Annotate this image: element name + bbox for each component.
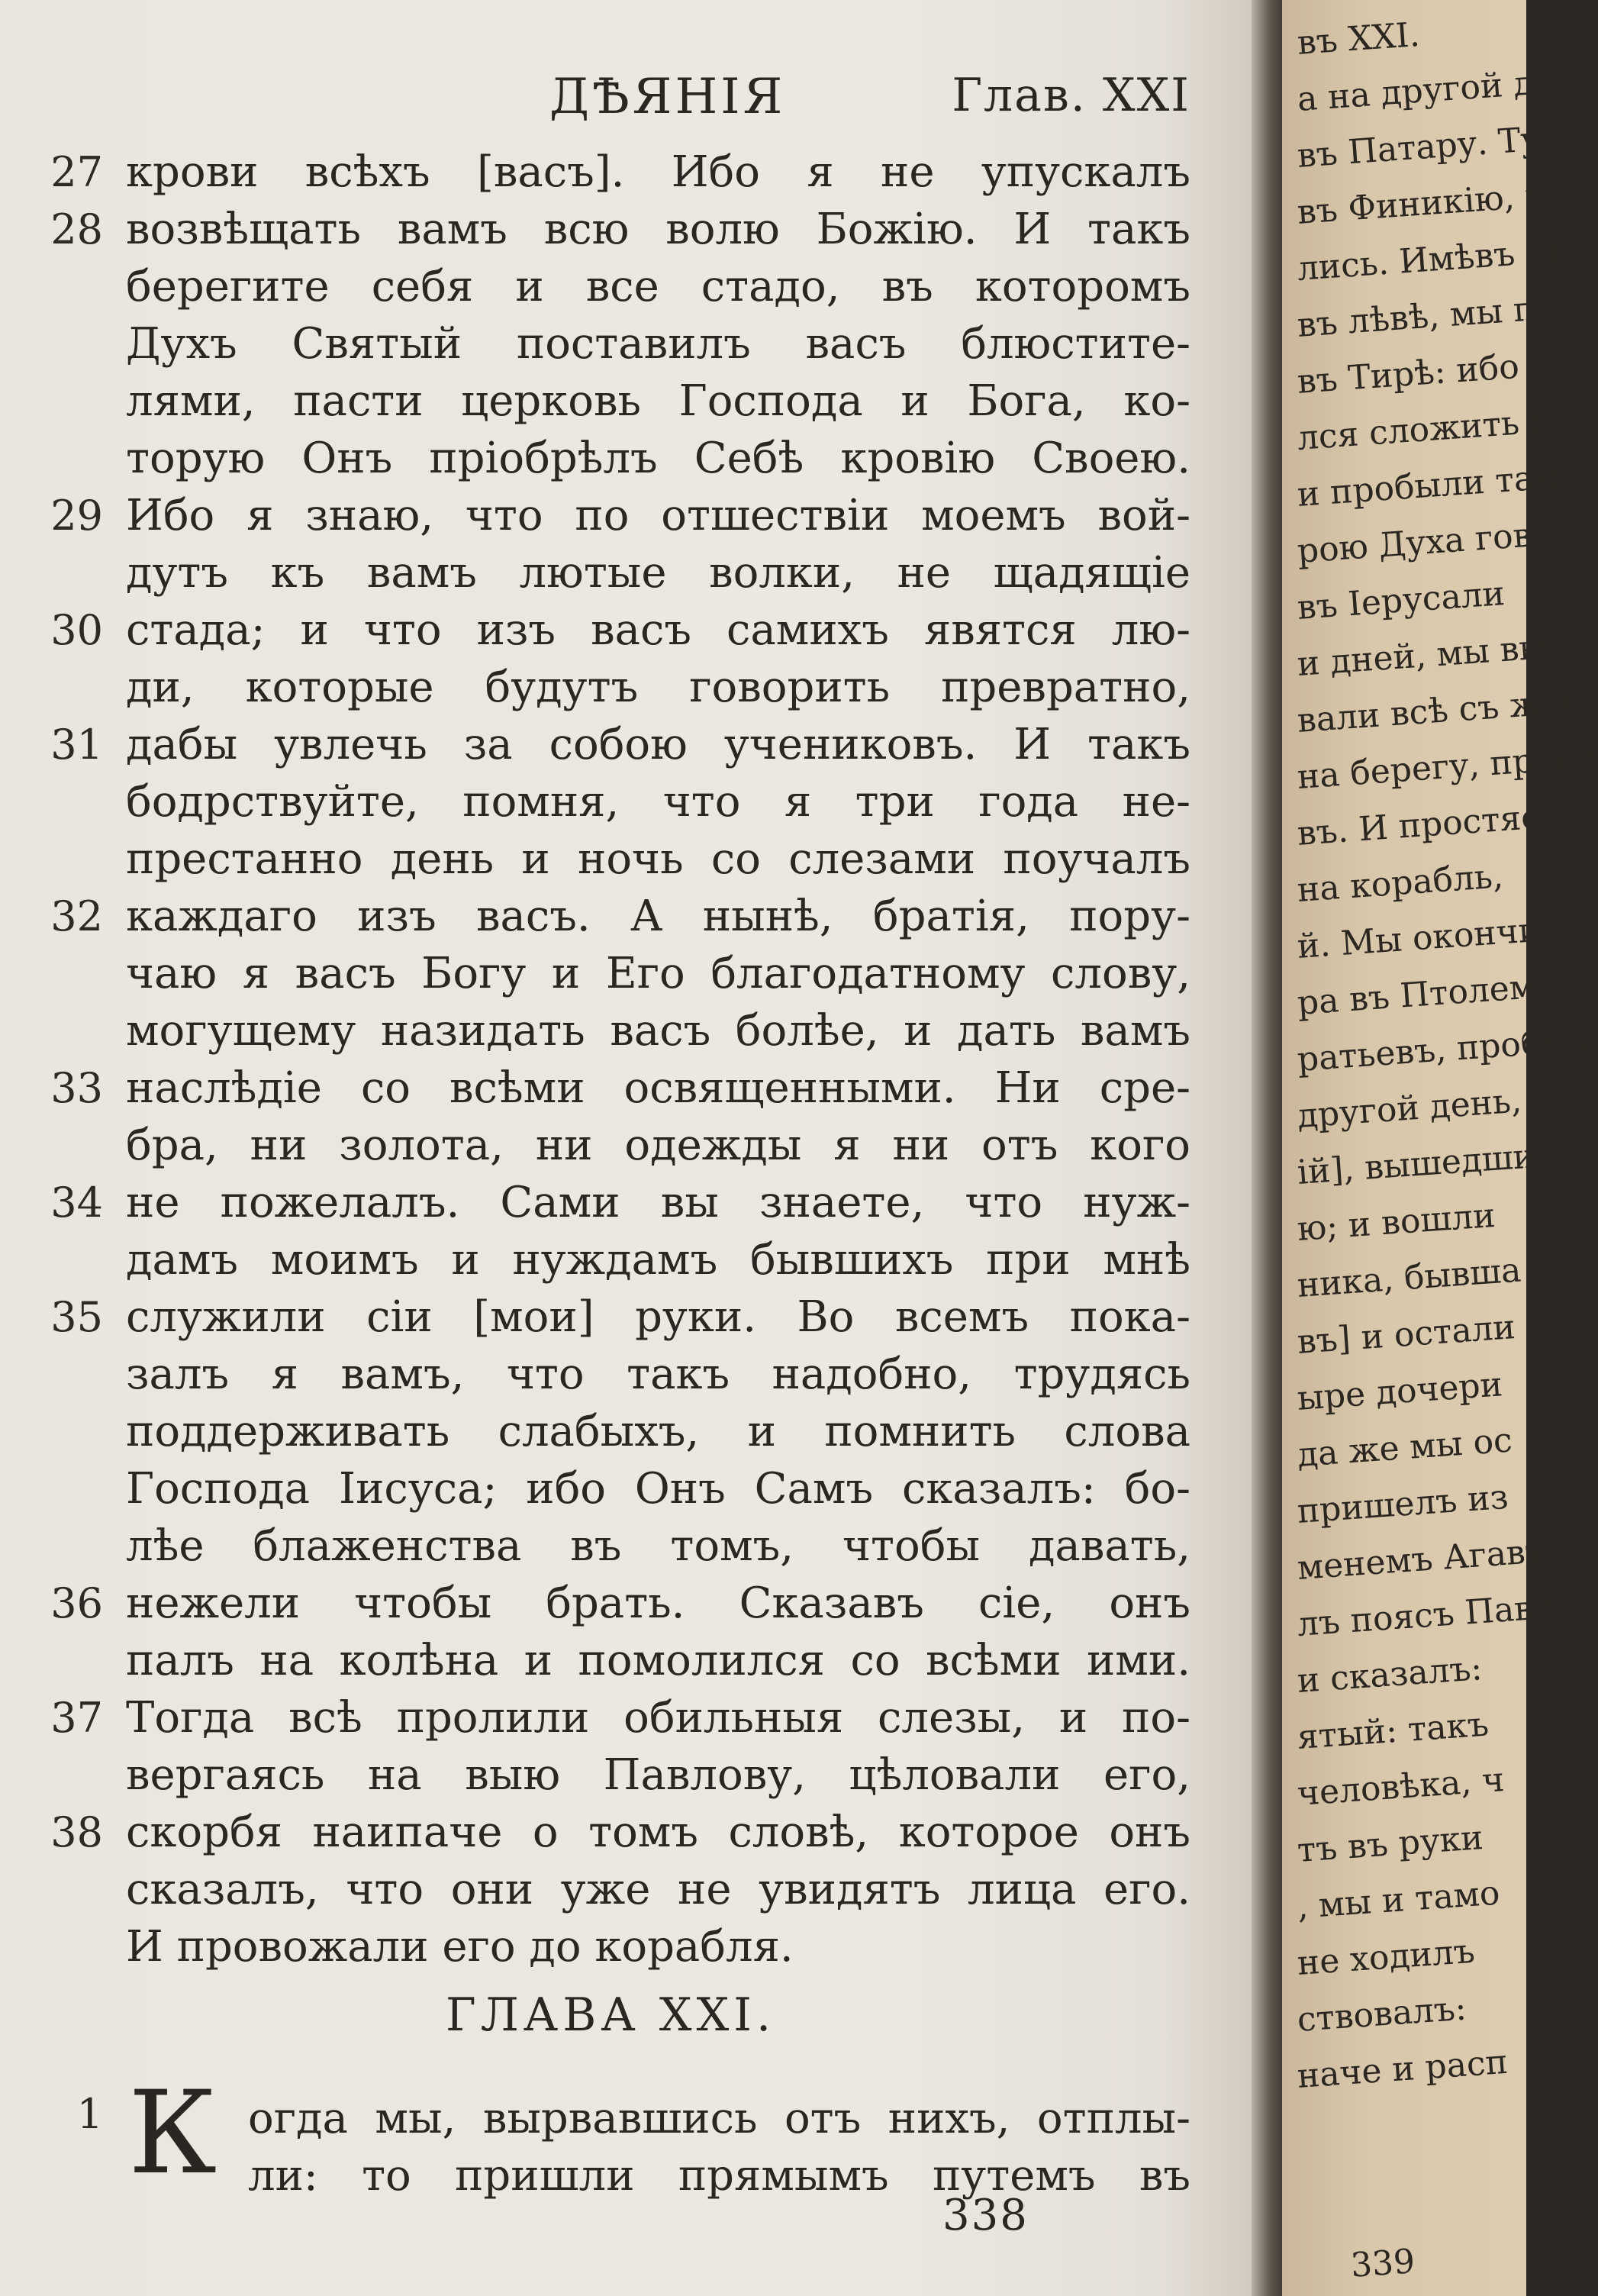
verse-text: сказалъ, что они уже не увидятъ лица его. (126, 1865, 1190, 1914)
text-line (0, 372, 1221, 430)
right-text-line: и пробыли тамъ (1296, 456, 1583, 514)
right-text-line: ятый: такъ (1296, 1704, 1490, 1757)
verse-text: престанно день и ночь со слезами поучалъ (126, 834, 1190, 884)
text-line (0, 716, 1221, 773)
text-line (0, 601, 1221, 659)
text-line (0, 430, 1221, 487)
right-text-line: въ Патару. Ту (1296, 119, 1542, 176)
right-text-line: й. Мы окончил (1296, 908, 1564, 966)
page-number: 338 (942, 2191, 1029, 2240)
text-line (0, 1689, 1221, 1746)
text-line (0, 1632, 1221, 1689)
verse-number: 35 (50, 1293, 103, 1341)
text-line (0, 1861, 1221, 1918)
right-text-line: и сказалъ: (1296, 1649, 1484, 1701)
verse-text: могущему назидать васъ болѣе, и дать вамъ (126, 1006, 1190, 1056)
text-line (0, 1002, 1221, 1059)
verse-text: служили сіи [мои] руки. Во всемъ пока- (126, 1292, 1190, 1342)
right-text-line: на корабль, (1296, 856, 1505, 910)
chapter-heading: ГЛАВА XXI. (445, 1988, 776, 2042)
verse-number: 33 (50, 1064, 103, 1112)
verse-text: каждаго изъ васъ. А нынѣ, братія, пору- (126, 892, 1190, 941)
text-line (0, 1117, 1221, 1174)
verse-number: 27 (50, 148, 103, 196)
verse-number: 1 (76, 2090, 103, 2138)
text-line (0, 1918, 1221, 1975)
right-text-line: пришелъ из (1296, 1477, 1510, 1531)
verse-text: бра, ни золота, ни одежды я ни отъ кого (126, 1121, 1190, 1170)
verse-number: 28 (50, 205, 103, 253)
text-line (0, 258, 1221, 315)
verse-text: дабы увлечь за собою учениковъ. И такъ (126, 720, 1190, 769)
right-text-line: другой день, (1296, 1081, 1523, 1136)
verse-number: 37 (50, 1694, 103, 1742)
right-text-line: въ Финикію, м (1296, 175, 1553, 232)
verse-text: не пожелалъ. Сами вы знаете, что нуж- (126, 1178, 1190, 1227)
verse-number: 30 (50, 606, 103, 654)
right-text-line: лъ поясъ Павл (1296, 1587, 1556, 1644)
text-line (0, 773, 1221, 830)
verse-text: лями, пасти церковь Господа и Бога, ко- (126, 376, 1190, 426)
verse-text: крови всѣхъ [васъ]. Ибо я не упускалъ (126, 147, 1190, 197)
verse-text: залъ я вамъ, что такъ надобно, трудясь (126, 1350, 1190, 1399)
right-text-line: наче и расп (1296, 2042, 1509, 2096)
running-head-chapter: Глав. XXI (952, 69, 1190, 122)
text-block (0, 144, 1221, 1975)
text-line (0, 1059, 1221, 1117)
verse-number: 34 (50, 1179, 103, 1227)
verse-text: бодрствуйте, помня, что я три года не- (126, 777, 1190, 827)
text-line (0, 888, 1221, 945)
book-gutter (1252, 0, 1286, 2296)
verse-number: 32 (50, 892, 103, 940)
chapter-line: огда мы, вырвавшись отъ нихъ, отплы- (248, 2094, 1190, 2143)
verse-text: поддерживать слабыхъ, и помнить слова (126, 1407, 1190, 1456)
right-text-line: вали всѣ съ жен (1296, 681, 1584, 740)
right-text-line: ыре дочери (1296, 1365, 1504, 1418)
verse-text: возвѣщать вамъ всю волю Божію. И такъ (126, 205, 1190, 254)
verse-text: ди, которые будутъ говорить превратно, (126, 663, 1190, 712)
right-text-line: въ] и остали (1296, 1308, 1517, 1362)
right-text-line: , мы и тамо (1296, 1873, 1501, 1927)
right-text-line: ратьевъ, пробыл (1296, 1020, 1590, 1079)
text-line (0, 945, 1221, 1002)
right-text-line: не ходилъ (1296, 1931, 1477, 1983)
verse-text: торую Онъ пріобрѣлъ Себѣ кровію Своею. (126, 434, 1190, 483)
right-text-block (1296, 15, 1597, 2105)
text-line (0, 1174, 1221, 1231)
drop-cap: К (128, 2067, 217, 2200)
verse-number: 29 (50, 492, 103, 540)
right-text-line: въ лѣвѣ, мы п (1296, 289, 1538, 345)
verse-text: берегите себя и все стадо, въ которомъ (126, 262, 1190, 311)
verse-text: вергаясь на выю Павлову, цѣловали его, (126, 1750, 1190, 1800)
right-page (1282, 0, 1597, 2296)
text-line (0, 201, 1221, 258)
text-line (0, 1403, 1221, 1460)
running-head (0, 69, 1190, 125)
verse-number: 31 (50, 721, 103, 769)
chapter-line: ли: то пришли прямымъ путемъ въ (248, 2151, 1190, 2201)
verse-text: лѣе блаженства въ томъ, чтобы давать, (126, 1521, 1190, 1571)
text-line (0, 1517, 1221, 1575)
verse-text: чаю я васъ Богу и Его благодатному слову, (126, 949, 1190, 998)
verse-text: стада; и что изъ васъ самихъ явятся лю- (126, 605, 1190, 655)
text-line (0, 487, 1221, 544)
right-text-line: лись. Имѣвъ въ (1296, 231, 1567, 289)
right-text-line: въ Тирѣ: ибо (1296, 347, 1521, 401)
text-line (0, 1746, 1221, 1804)
right-text-line: въ Іерусали (1296, 574, 1506, 627)
right-text-line: на берегу, прекл (1296, 737, 1597, 797)
text-line (0, 1575, 1221, 1632)
verse-text: Тогда всѣ пролили обильныя слезы, и по- (126, 1693, 1190, 1743)
right-text-line: ій], вышедши (1296, 1137, 1537, 1192)
verse-text: нежели чтобы брать. Сказавъ сіе, онъ (126, 1578, 1190, 1628)
verse-text: дутъ къ вамъ лютые волки, не щадящіе (126, 548, 1190, 598)
verse-number: 38 (50, 1808, 103, 1856)
text-line (0, 544, 1221, 601)
verse-number: 36 (50, 1579, 103, 1627)
right-text-line: лся сложить г (1296, 401, 1549, 458)
right-text-line: рою Духа говор (1296, 512, 1575, 571)
text-line (0, 659, 1221, 716)
right-text-line: ю; и вошли (1296, 1195, 1497, 1249)
right-text-line: и дней, мы вы (1296, 627, 1548, 684)
text-line (0, 1288, 1221, 1346)
right-text-line: въ. И простясь (1296, 796, 1560, 853)
verse-text: скорбя наипаче о томъ словѣ, которое онъ (126, 1807, 1190, 1857)
right-text-line: менемъ Агавъ. (1296, 1530, 1559, 1588)
verse-text: Духъ Святый поставилъ васъ блюстите- (126, 319, 1190, 369)
verse-text: Ибо я знаю, что по отшествіи моемъ вой- (126, 491, 1190, 540)
text-line (0, 1804, 1221, 1861)
text-line (0, 1460, 1221, 1517)
right-text-line: въ XXI. (1296, 15, 1422, 63)
right-text-line: да же мы ос (1296, 1420, 1514, 1475)
right-text-line: ра въ Птолема (1296, 966, 1557, 1023)
verse-text: Господа Іисуса; ибо Онъ Самъ сказалъ: бо- (126, 1464, 1190, 1514)
right-text-line: а на другой де (1296, 62, 1555, 119)
verse-text: наслѣдіе со всѣми освященными. Ни сре- (126, 1063, 1190, 1113)
right-text-line: ника, бывша (1296, 1250, 1522, 1305)
text-line (0, 1346, 1221, 1403)
right-text-line: человѣка, ч (1296, 1760, 1506, 1814)
text-line (0, 144, 1221, 201)
right-page-number: 339 (1349, 2242, 1416, 2285)
right-text-line: тъ въ руки (1296, 1818, 1485, 1870)
verse-text: дамъ моимъ и нуждамъ бывшихъ при мнѣ (126, 1235, 1190, 1285)
verse-text: И провожали его до корабля. (126, 1922, 794, 1972)
verse-text: палъ на колѣна и помолился со всѣми ими. (126, 1636, 1190, 1685)
running-head-title: ДѢЯНІЯ (549, 69, 786, 125)
right-text-line: ствовалъ: (1296, 1988, 1468, 2040)
text-line (0, 830, 1221, 888)
text-line (0, 315, 1221, 372)
text-line (0, 1231, 1221, 1288)
